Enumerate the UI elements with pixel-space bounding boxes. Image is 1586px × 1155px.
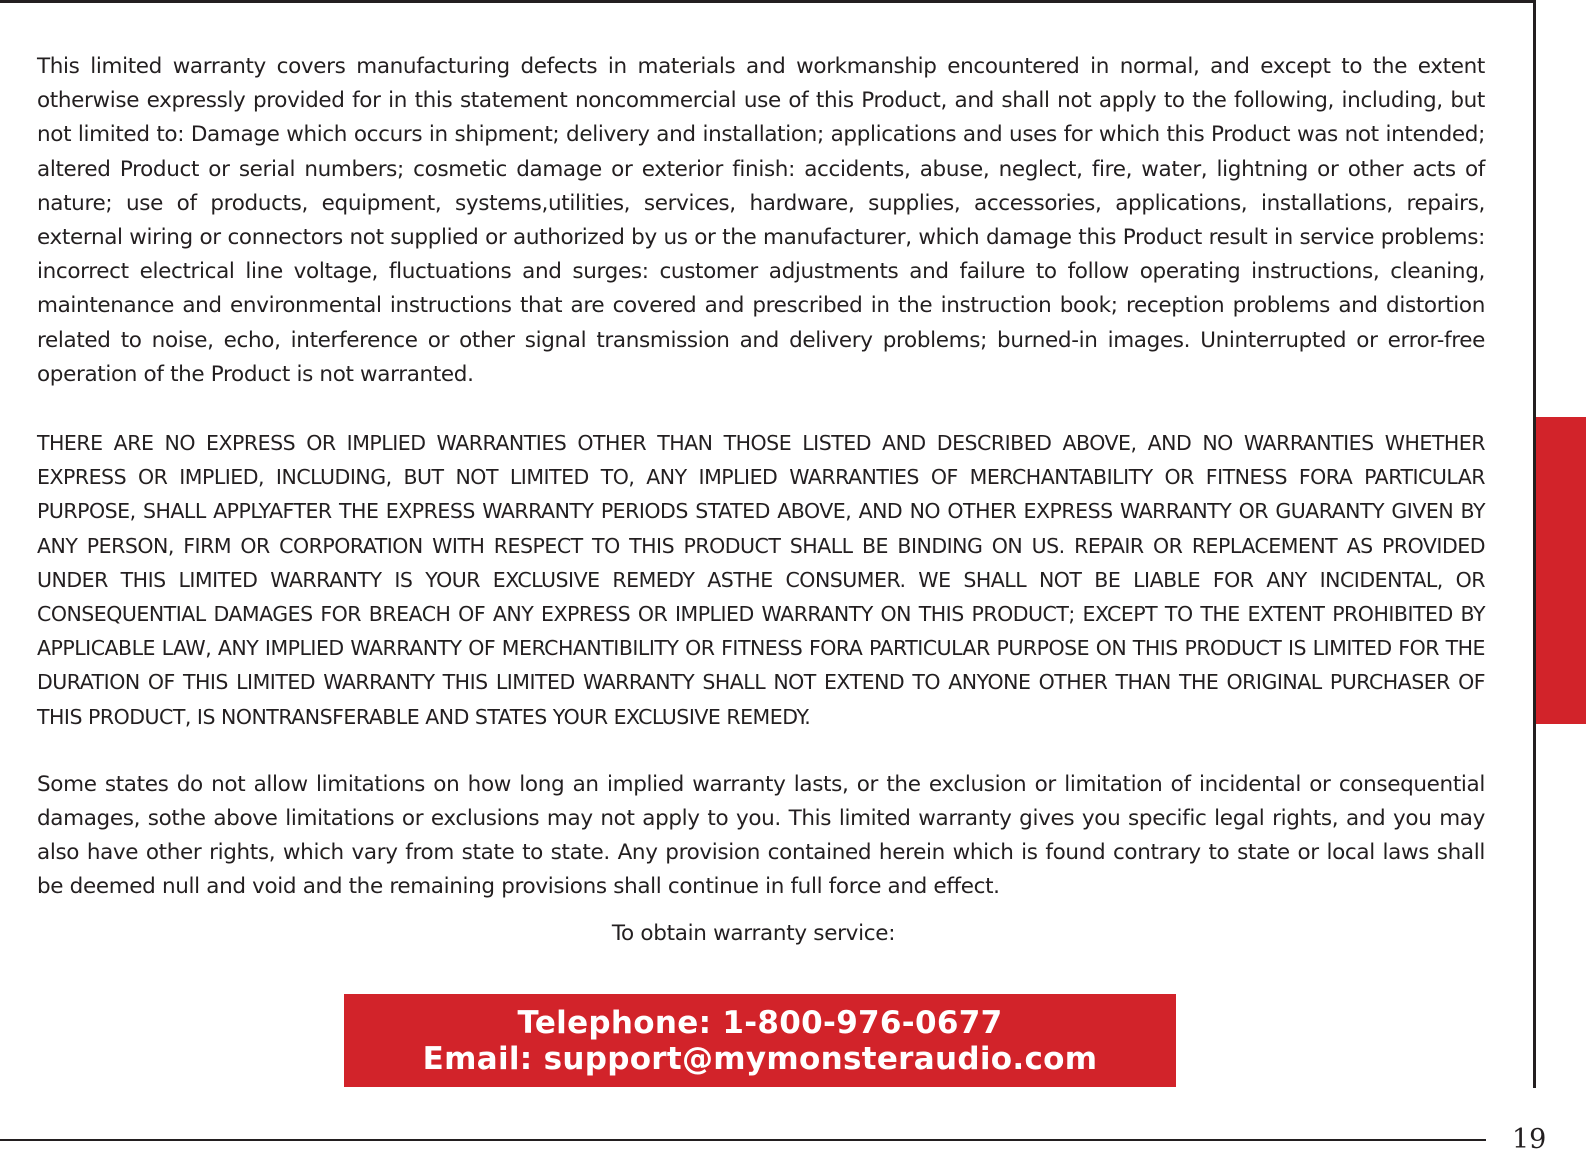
top-rule xyxy=(0,0,1536,3)
state-law-paragraph: Some states do not allow limitations on how long an implied warranty lasts, or the exclusion or limitation of incidental or consequential damages, sothe above limitations or exclusions may not apply to you. This limited warranty gives you specific legal rights, and you may also have other rights, which vary from state to state. Any provision contained herein which is found contrary to state or local laws shall be deemed null and void and the remaining provisions shall continue in full force and effect. xyxy=(37,771,1485,900)
contact-box xyxy=(344,994,1176,1087)
email-line: Email: support@mymonsteraudio.com xyxy=(422,1041,1098,1077)
telephone-line: Telephone: 1-800-976-0677 xyxy=(517,1005,1003,1041)
footer-rule xyxy=(0,1139,1486,1141)
warranty-coverage-paragraph: This limited warranty covers manufacturing defects in materials and workmanship encountered in normal, and except to the extent otherwise expressly provided for in this statement noncommercial use of this Product, and shall not apply to the following, including, but not limited to: Damage which occurs in shipment; delivery and installation; applications and uses for which this Product was not intended; altered Product or serial numbers; cosmetic damage or exterior finish: accidents, abuse, neglect, fire, water, lightning or other acts of nature; use of products, equipment, systems,utilities, services, hardware, supplies, accessories, applications, installations, repairs, external wiring or connectors not supplied or authorized by us or the manufacturer, which damage this Product result in service problems: incorrect electrical line voltage, fluctuations and surges: customer adjustments and failure to follow operating instructions, cleaning, maintenance and environmental instructions that are covered and prescribed in the instruction book; reception problems and distortion related to noise, echo, interference or other signal transmission and delivery problems; burned-in images. Uninterrupted or error-free operation of the Product is not warranted. xyxy=(37,54,1485,387)
warranty-text xyxy=(37,50,1485,951)
warranty-disclaimer-paragraph: THERE ARE NO EXPRESS OR IMPLIED WARRANTIES OTHER THAN THOSE LISTED AND DESCRIBED ABOVE, AND NO WARRANTIES WHETHER EXPRESS OR IMPLIED, INCLUDING, BUT NOT LIMITED TO, ANY IMPLIED WARRANTIES OF MERCHANTABILITY OR FITNESS FORA PARTICULAR PURPOSE, SHALL APPLYAFTER THE EXPRESS WARRANTY PERIODS STATED ABOVE, AND NO OTHER EXPRESS WARRANTY OR GUARANTY GIVEN BY ANY PERSON, FIRM OR CORPORATION WITH RESPECT TO THIS PRODUCT SHALL BE BINDING ON US. REPAIR OR REPLACEMENT AS PROVIDED UNDER THIS LIMITED WARRANTY IS YOUR EXCLUSIVE REMEDY ASTHE CONSUMER. WE SHALL NOT BE LIABLE FOR ANY INCIDENTAL, OR CONSEQUENTIAL DAMAGES FOR BREACH OF ANY EXPRESS OR IMPLIED WARRANTY ON THIS PRODUCT; EXCEPT TO THE EXTENT PROHIBITED BY APPLICABLE LAW, ANY IMPLIED WARRANTY OF MERCHANTIBILITY OR FITNESS FORA PARTICULAR PURPOSE ON THIS PRODUCT IS LIMITED FOR THE DURATION OF THIS LIMITED WARRANTY THIS LIMITED WARRANTY SHALL NOT EXTEND TO ANYONE OTHER THAN THE ORIGINAL PURCHASER OF THIS PRODUCT, IS NONTRANSFERABLE AND STATES YOUR EXCLUSIVE REMEDY. xyxy=(37,431,1485,729)
page-number: 19 xyxy=(1512,1124,1547,1155)
section-tab-marker xyxy=(1536,417,1586,724)
service-prompt: To obtain warranty service: xyxy=(611,920,896,946)
